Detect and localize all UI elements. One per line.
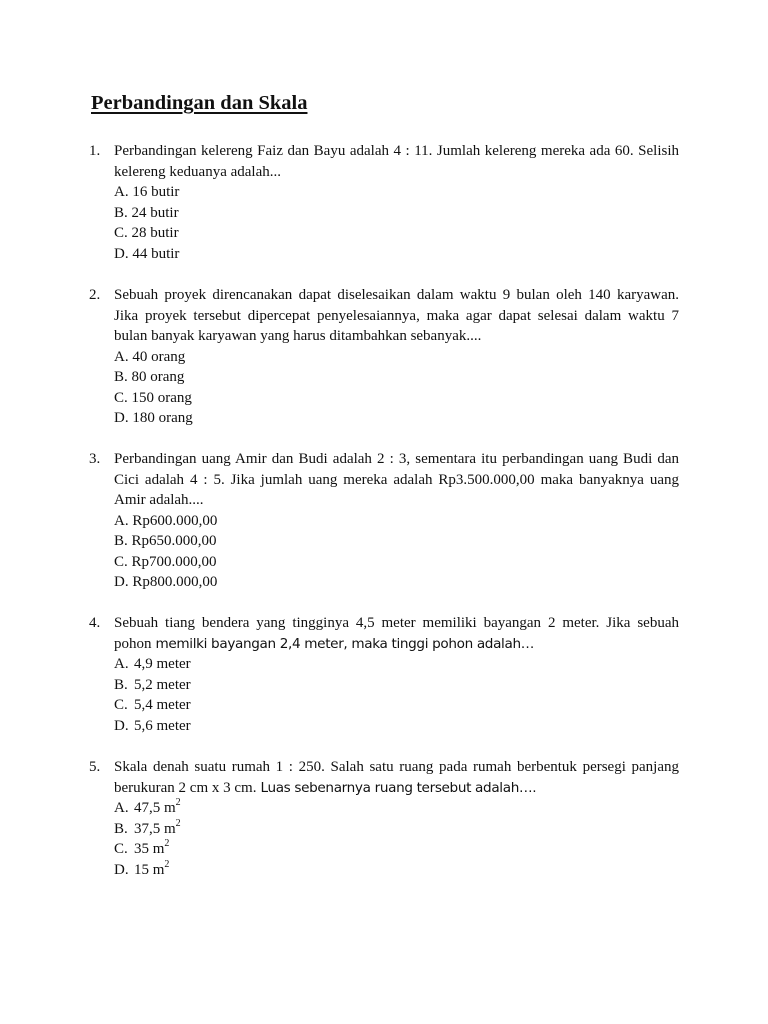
unit-exponent: 2 (175, 797, 181, 808)
question-3 (89, 449, 679, 593)
question-text: Perbandingan uang Amir dan Budi adalah 2 : 3, sementara itu perbandingan uang Budi dan Cici adalah 4 : 5. Jika jumlah uang mereka adalah Rp3.500.000,00 maka banyaknya uang Amir adalah.... (114, 451, 679, 508)
question-number: 2. (89, 287, 101, 303)
option-b: B. 24 butir (114, 204, 179, 221)
question-text-line-1: Sebuah tiang bendera yang tingginya 4,5 meter memiliki bayangan 2 meter. Jika sebuah pohon (114, 615, 679, 652)
option-a: A. Rp600.000,00 (114, 512, 218, 529)
option-b: B. Rp650.000,00 (114, 533, 217, 549)
question-text: Perbandingan kelereng Faiz dan Bayu adalah 4 : 11. Jumlah kelereng mereka ada 60. Selisih kelereng keduanya adalah... (114, 143, 679, 180)
option-a: A. 40 orang (114, 348, 186, 365)
unit-exponent: 2 (164, 858, 170, 870)
question-text (114, 757, 679, 798)
option-b: B. 80 orang (114, 369, 185, 385)
option-c: C. 150 orang (114, 389, 192, 406)
option-c: C. 5,4 meter (114, 697, 191, 713)
answer-options (114, 511, 679, 593)
answer-options (114, 798, 679, 880)
question-text-line-2: memilki bayangan 2,4 meter, maka tinggi pohon adalah… (155, 635, 534, 652)
unit: m (164, 820, 176, 837)
question-text-part-2: Luas sebenarnya ruang tersebut adalah…. (260, 779, 537, 796)
option-a: A. 47,5 $m^2$ (114, 797, 181, 816)
question-number: 4. (89, 615, 101, 631)
question-2 (89, 285, 679, 429)
unit-exponent: 2 (175, 817, 181, 829)
unit: m (164, 800, 176, 816)
option-d: D. 44 butir (114, 245, 180, 262)
question-number: 5. (89, 759, 101, 775)
question-number: 3. (89, 451, 101, 467)
unit: m (152, 861, 165, 878)
option-c: C. 35 $m^2$ (114, 838, 170, 857)
question-4 (89, 613, 679, 736)
option-c: C. Rp700.000,00 (114, 553, 217, 570)
unit-exponent: 2 (164, 838, 170, 849)
option-b: B. 37,5 $m^2$ (114, 817, 181, 837)
question-1 (89, 141, 679, 264)
option-a: A. 4,9 meter (114, 656, 191, 672)
question-number: 1. (89, 143, 101, 159)
answer-options (114, 654, 679, 736)
option-d: D. 180 orang (114, 410, 193, 426)
question-text: Sebuah proyek direncanakan dapat diselesaikan dalam waktu 9 bulan oleh 140 karyawan. Jika proyek tersebut dipercepat penyelesaiannya, maka agar dapat selesai dalam waktu 7 bulan banyak karyawan yang harus ditambahkan sebanyak.... (114, 287, 679, 344)
option-b: B. 5,2 meter (114, 676, 191, 693)
option-d: D. 5,6 meter (114, 717, 191, 734)
unit: m (152, 841, 165, 857)
answer-options (114, 347, 679, 429)
option-c: C. 28 butir (114, 225, 179, 241)
page-title: Perbandingan dan Skala (91, 92, 308, 114)
question-5 (89, 757, 679, 880)
option-d: D. Rp800.000,00 (114, 574, 218, 590)
question-text (114, 613, 679, 654)
option-a: A. 16 butir (114, 184, 180, 200)
answer-options (114, 182, 679, 264)
option-d: D. 15 $m^2$ (114, 858, 170, 878)
question-text-part-1: Skala denah suatu rumah 1 : 250. Salah satu ruang pada rumah berbentuk persegi panjang berukuran 2 cm x 3 cm. (114, 759, 679, 796)
